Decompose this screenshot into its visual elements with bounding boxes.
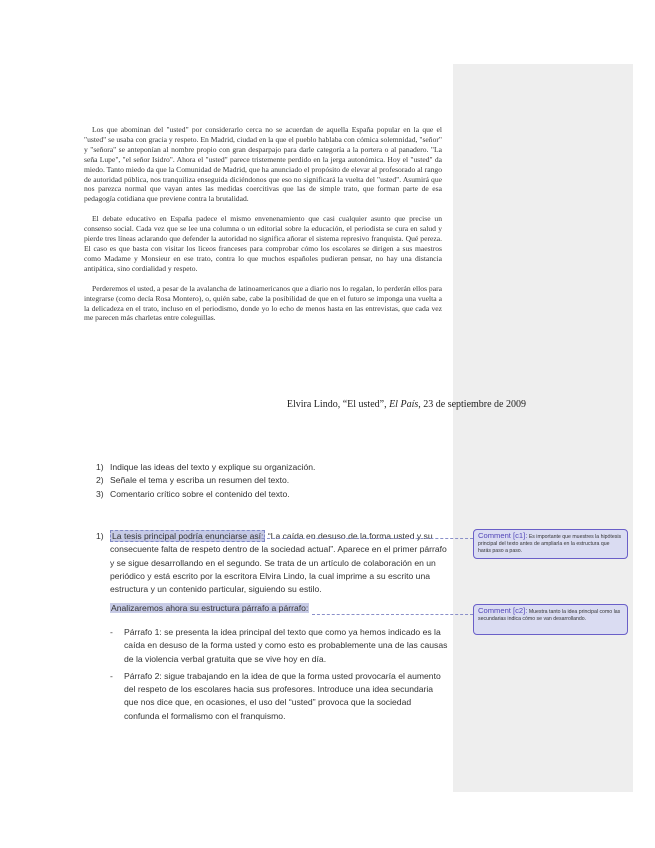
answer-block: 1) La tesis principal podría enunciarse así: “La caída en desuso de la forma usted y su consecuente falta de respeto dentro de la sociedad actual”. Aparece en el primer párrafo y se sigue desarrollando en el segundo. Se trata de un artículo de colaboración en un periódico y está escrito por la escritora Elvira Lindo, la cual imprime a su escrito una estructura y un contenido particular, siguiendo su estilo. xyxy=(96,530,448,596)
question-item: 3) Comentario crítico sobre el contenido del texto. xyxy=(96,489,290,499)
list-item: - Párrafo 1: se presenta la idea principal del texto que como ya hemos indicado es la caída en desuso de la forma usted y como esto es probablemente una de las causas de la violencia verbal gratuita que se vive hoy en día. xyxy=(110,627,448,664)
scanned-article xyxy=(84,125,442,333)
paragraph-analysis-list xyxy=(96,626,448,727)
analysis-heading xyxy=(110,603,309,613)
comment-margin-pane xyxy=(453,64,633,792)
comment-connector xyxy=(312,614,473,615)
article-attribution: Elvira Lindo, “El usted”, El País, 23 de septiembre de 2009 xyxy=(286,399,526,410)
list-item: - Párrafo 2: sigue trabajando en la idea de que la forma usted provocaría el aumento del respeto de los escolares hacia sus profesores. Introduce una idea secundaria que nos dice que, en ocasiones, el uso del “usted” provoca que la sociedad confunda el formalismo con el franquismo. xyxy=(110,670,441,721)
comment-anchor-c2[interactable]: Analizaremos ahora su estructura párrafo a párrafo: xyxy=(111,603,309,613)
article-paragraph: Los que abominan del "usted" por considerarlo cerca no se acuerdan de aquella España popular en la que el "usted" se usaba con gracia y respeto. En Madrid, ciudad en la que el pueblo hablaba con cómica solemnidad, "señor" y "señora" se anteponían al nombre propio con gran desparpajo para darle categoría a la portera o al panadero. "La seña Lupe", "el señor Isidro". Ahora el "usted" parece tristemente perdido en la jerga autonómica. Hoy el "usted" da miedo. Tanto miedo da que la Comunidad de Madrid, que ha anunciado el propósito de elevar al profesorado al rango de autoridad pública, nos tranquiliza enseguida diciéndonos que eso no significará la vuelta del "usted". Asumirá que nos parezca normal que vayan antes las medidas coercitivas que las de simple trato, que forman parte de esa pedagogía cotidiana que previene contra la brutalidad. xyxy=(84,125,442,204)
article-paragraph: El debate educativo en España padece el mismo envenenamiento que casi cualquier asunto que precise un consenso social. Cada vez que se lee una columna o un editorial sobre la educación, el periodista se cura en salud y pierde tres líneas aclarando que defender la autoridad no significa añorar el sistema represivo franquista. Qué pereza. El caso es que basta con visitar los liceos franceses para comprobar cómo los escolares se dirigen a sus maestros como Madame y Monsieur en ese trato, contra lo que muchos españoles pudieran pensar, no hay una distancia antipática, sino cordialidad y respeto. xyxy=(84,214,442,273)
comment-balloon-c2[interactable]: Comment [c2]: Muestra tanto la idea principal como las secundarias indica cómo se van desarrollando. xyxy=(473,604,628,635)
answer-text: La tesis principal podría enunciarse así: “La caída en desuso de la forma usted y su consecuente falta de respeto dentro de la sociedad actual”. Aparece en el primer párrafo y se sigue desarrollando en el segundo. Se trata de un artículo de colaboración en un periódico y está escrito por la escritora Elvira Lindo, la cual imprime a su escrito una estructura y un contenido particular, siguiendo su estilo. xyxy=(110,531,447,595)
question-item: 2) Señale el tema y escriba un resumen del texto. xyxy=(96,475,290,485)
comment-connector xyxy=(262,538,473,539)
article-paragraph: Perderemos el usted, a pesar de la avalancha de latinoamericanos que a diario nos lo regalan, lo perderán ellos para integrarse (como decía Rosa Montero), o, quién sabe, cabe la posibilidad de que en el futuro se imponga una vuelta a la delicadeza en el trato, incluso en el periodismo, donde yo lo echo de menos hasta en las entrevistas, que cada vez me parecen más charletas entre coleguillas. xyxy=(84,283,442,323)
question-item: 1) Indique las ideas del texto y explique su organización. xyxy=(96,462,316,472)
comment-anchor-c1[interactable]: La tesis principal podría enunciarse así: xyxy=(112,531,264,541)
comment-balloon-c1[interactable]: Comment [c1]: Es importante que muestres la hipótesis principal del texto antes de ampliarla en la estructura que harás paso a paso. xyxy=(473,529,628,559)
